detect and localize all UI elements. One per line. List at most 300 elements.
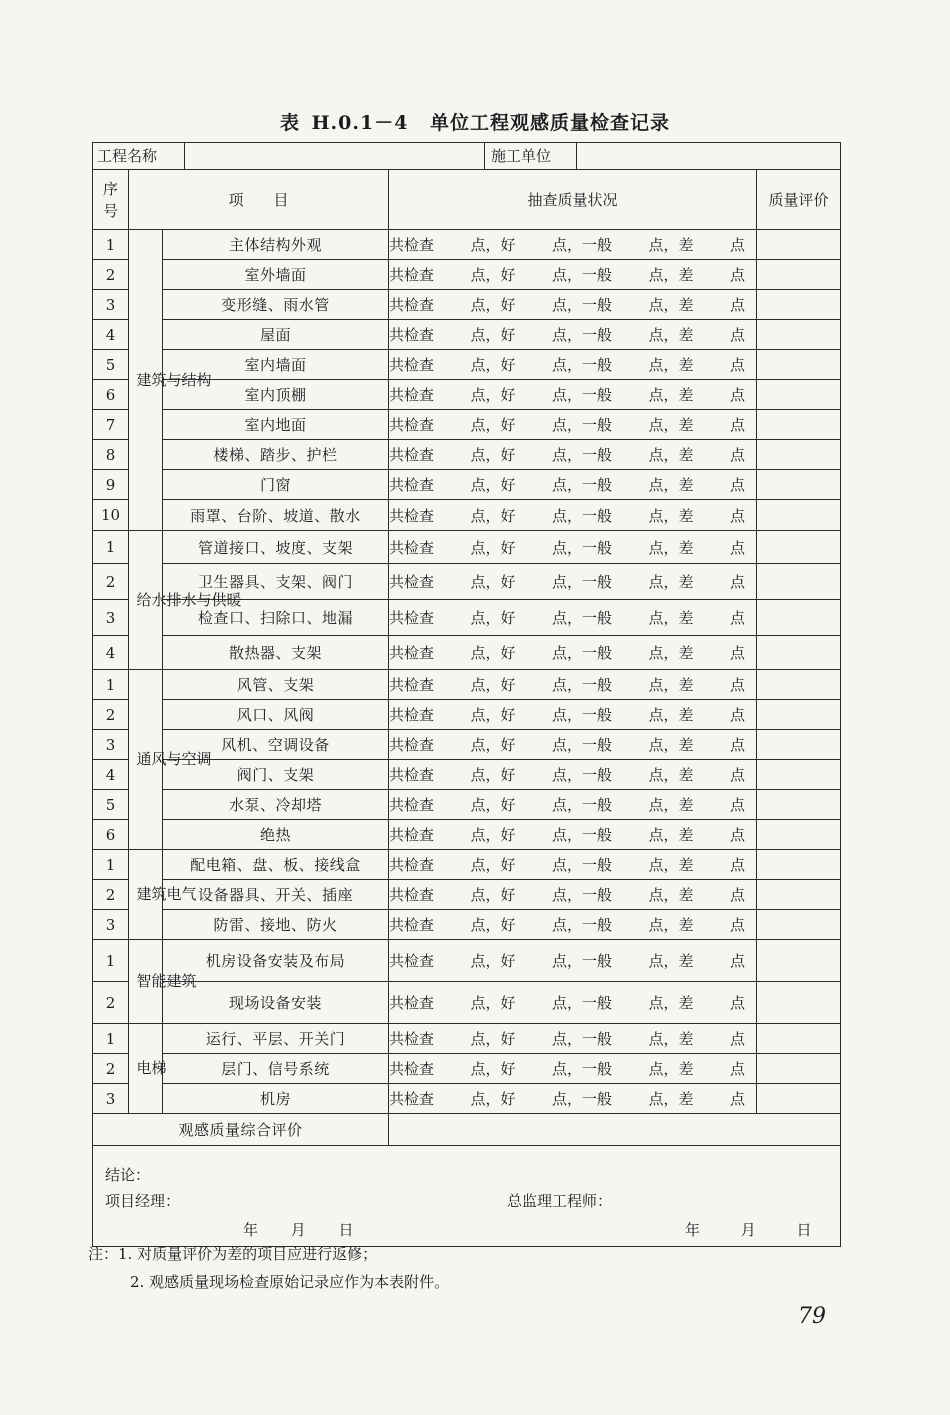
status-part: 点，好 (470, 1060, 516, 1078)
row-status[interactable] (389, 500, 757, 531)
table-row (93, 290, 841, 320)
status-part: 点，好 (470, 296, 516, 314)
status-part: 点，好 (470, 266, 516, 284)
row-status[interactable] (389, 531, 757, 564)
status-part: 点，一般 (551, 994, 612, 1012)
status-part: 点，一般 (551, 416, 612, 434)
row-eval[interactable] (757, 1024, 841, 1054)
table-row (93, 410, 841, 440)
row-seq: 4 (93, 636, 129, 670)
item-header: 项 目 (129, 170, 389, 230)
row-eval[interactable] (757, 880, 841, 910)
table-row (93, 880, 841, 910)
table-row (93, 850, 841, 880)
row-eval[interactable] (757, 564, 841, 600)
inspection-sheet (92, 142, 840, 1239)
status-part: 点，一般 (551, 766, 612, 784)
status-part: 点 (729, 506, 745, 525)
status-part: 共检查 (389, 446, 435, 464)
row-item: 检查口、扫除口、地漏 (163, 600, 389, 636)
conclusion-label: 结论： (105, 1166, 151, 1184)
row-seq: 2 (93, 564, 129, 600)
status-part: 点 (729, 826, 745, 844)
status-part: 点，一般 (551, 916, 612, 934)
row-status[interactable] (389, 350, 757, 380)
project-manager-label: 项目经理： (105, 1192, 181, 1210)
status-part: 点 (729, 1060, 745, 1078)
row-eval[interactable] (757, 230, 841, 260)
status-part: 点，好 (470, 826, 516, 844)
row-status[interactable] (389, 1084, 757, 1114)
status-part: 点，好 (470, 952, 516, 970)
status-part: 点，差 (648, 326, 694, 344)
row-seq: 6 (93, 820, 129, 850)
status-part: 点，好 (470, 236, 516, 254)
row-eval[interactable] (757, 700, 841, 730)
row-status[interactable] (389, 600, 757, 636)
status-part: 共检查 (389, 706, 435, 724)
status-part: 点，一般 (551, 676, 612, 694)
row-seq: 9 (93, 470, 129, 500)
row-item: 管道接口、坡度、支架 (163, 531, 389, 564)
status-part: 点，一般 (551, 573, 612, 591)
construction-unit-field[interactable] (577, 143, 840, 169)
status-part: 点，好 (470, 676, 516, 694)
project-info-row (93, 143, 841, 170)
status-part: 点，好 (470, 856, 516, 874)
status-part: 共检查 (389, 1060, 435, 1078)
row-eval[interactable] (757, 1054, 841, 1084)
row-status[interactable] (389, 410, 757, 440)
status-part: 点 (729, 386, 745, 404)
row-eval[interactable] (757, 260, 841, 290)
status-part: 点，差 (648, 706, 694, 724)
row-seq: 1 (93, 940, 129, 982)
status-part: 共检查 (389, 573, 435, 591)
status-part: 点 (729, 916, 745, 934)
status-part: 点，差 (648, 416, 694, 434)
status-part: 点，差 (648, 766, 694, 784)
group-label (129, 230, 212, 531)
status-part: 点，一般 (551, 952, 612, 970)
status-part: 点 (729, 296, 745, 314)
status-part: 点，一般 (551, 386, 612, 404)
status-part: 点，差 (648, 506, 694, 525)
status-part: 点，差 (648, 856, 694, 874)
row-status[interactable] (389, 670, 757, 700)
table-row (93, 982, 841, 1024)
row-item: 屋面 (163, 320, 389, 350)
row-seq: 7 (93, 410, 129, 440)
row-item: 散热器、支架 (163, 636, 389, 670)
row-eval[interactable] (757, 850, 841, 880)
row-seq: 1 (93, 230, 129, 260)
status-part: 点，一般 (551, 476, 612, 494)
row-eval[interactable] (757, 730, 841, 760)
row-eval[interactable] (757, 380, 841, 410)
table-row (93, 940, 841, 982)
row-status[interactable] (389, 760, 757, 790)
group-label (129, 940, 197, 1024)
row-item: 变形缝、雨水管 (163, 290, 389, 320)
row-status[interactable] (389, 470, 757, 500)
status-part: 点，一般 (551, 1030, 612, 1048)
status-part: 共检查 (389, 736, 435, 754)
status-part: 点 (729, 476, 745, 494)
status-part: 点，好 (470, 476, 516, 494)
table-row (93, 670, 841, 700)
row-eval[interactable] (757, 600, 841, 636)
status-part: 点 (729, 573, 745, 591)
status-part: 共检查 (389, 506, 435, 525)
row-item: 室外墙面 (163, 260, 389, 290)
status-part: 点，好 (470, 916, 516, 934)
title-text: 单位工程观感质量检查记录 (430, 112, 671, 134)
status-part: 共检查 (389, 266, 435, 284)
row-eval[interactable] (757, 350, 841, 380)
row-eval[interactable] (757, 636, 841, 670)
row-eval[interactable] (757, 290, 841, 320)
row-status[interactable] (389, 290, 757, 320)
row-seq: 1 (93, 850, 129, 880)
group-label (129, 1024, 167, 1114)
row-item: 风管、支架 (163, 670, 389, 700)
status-part: 点，差 (648, 476, 694, 494)
status-part: 点，一般 (551, 296, 612, 314)
status-part: 点，一般 (551, 1090, 612, 1108)
table-row (93, 531, 841, 564)
row-seq: 3 (93, 910, 129, 940)
table-row (93, 820, 841, 850)
status-part: 共检查 (389, 856, 435, 874)
status-part: 点，一般 (551, 706, 612, 724)
table-row (93, 910, 841, 940)
title-number: H.0.1－4 (311, 112, 409, 134)
page-title (0, 108, 950, 135)
group-label-text: 建筑与结构 (136, 370, 212, 389)
status-part: 点 (729, 1030, 745, 1048)
row-item: 配电箱、盘、板、接线盒 (163, 850, 389, 880)
notes (88, 1240, 449, 1296)
row-seq: 2 (93, 982, 129, 1024)
row-item: 防雷、接地、防火 (163, 910, 389, 940)
note-1: 注：1. 对质量评价为差的项目应进行返修； (88, 1245, 378, 1263)
footer-cell (93, 1146, 841, 1247)
status-part: 点 (729, 446, 745, 464)
footer-row (93, 1146, 841, 1247)
row-status[interactable] (389, 700, 757, 730)
row-seq: 3 (93, 1084, 129, 1114)
status-part: 共检查 (389, 644, 435, 662)
row-eval[interactable] (757, 790, 841, 820)
status-part: 共检查 (389, 796, 435, 814)
row-eval[interactable] (757, 670, 841, 700)
row-seq: 1 (93, 531, 129, 564)
status-part: 点，差 (648, 676, 694, 694)
row-seq: 3 (93, 600, 129, 636)
row-item: 现场设备安装 (163, 982, 389, 1024)
row-eval[interactable] (757, 910, 841, 940)
table-row (93, 230, 841, 260)
seq-header: 序号 (93, 170, 129, 230)
status-part: 点，好 (470, 416, 516, 434)
title-prefix: 表 (279, 112, 300, 134)
page-number: 79 (798, 1304, 826, 1329)
status-part: 点 (729, 886, 745, 904)
row-status[interactable] (389, 940, 757, 982)
row-seq: 2 (93, 260, 129, 290)
status-part: 点，一般 (551, 506, 612, 525)
row-eval[interactable] (757, 440, 841, 470)
row-status[interactable] (389, 320, 757, 350)
status-part: 共检查 (389, 766, 435, 784)
status-part: 点，差 (648, 736, 694, 754)
status-part: 点，一般 (551, 266, 612, 284)
status-part: 点 (729, 766, 745, 784)
status-part: 点，好 (470, 644, 516, 662)
row-eval[interactable] (757, 940, 841, 982)
status-part: 点，一般 (551, 736, 612, 754)
group-label-text: 通风与空调 (136, 750, 212, 768)
status-part: 点，好 (470, 994, 516, 1012)
status-part: 点 (729, 236, 745, 254)
status-part: 点 (729, 796, 745, 814)
status-part: 点，差 (648, 826, 694, 844)
row-status[interactable] (389, 790, 757, 820)
status-part: 点，差 (648, 1030, 694, 1048)
row-seq: 6 (93, 380, 129, 410)
row-item: 机房设备安装及布局 (163, 940, 389, 982)
row-seq: 4 (93, 760, 129, 790)
table-row (93, 1054, 841, 1084)
row-status[interactable] (389, 564, 757, 600)
project-name-field[interactable] (185, 143, 485, 169)
inspection-table (92, 142, 841, 1247)
row-status[interactable] (389, 380, 757, 410)
row-item: 雨罩、台阶、坡道、散水 (163, 500, 389, 531)
group-label-text: 给水排水与供暖 (136, 590, 242, 609)
status-part: 点，好 (470, 506, 516, 525)
row-eval[interactable] (757, 531, 841, 564)
row-item: 阀门、支架 (163, 760, 389, 790)
row-eval[interactable] (757, 820, 841, 850)
header-row (93, 170, 841, 230)
row-item: 室内顶棚 (163, 380, 389, 410)
row-item: 机房 (163, 1084, 389, 1114)
row-seq: 2 (93, 700, 129, 730)
row-status[interactable] (389, 440, 757, 470)
status-part: 点，一般 (551, 609, 612, 627)
row-eval[interactable] (757, 410, 841, 440)
status-part: 点，好 (470, 766, 516, 784)
table-row (93, 470, 841, 500)
status-header: 抽查质量状况 (389, 170, 757, 230)
status-part: 点，差 (648, 446, 694, 464)
table-row (93, 500, 841, 531)
status-part: 点，好 (470, 356, 516, 374)
status-part: 共检查 (389, 416, 435, 434)
row-status[interactable] (389, 1054, 757, 1084)
status-part: 点，一般 (551, 1060, 612, 1078)
status-part: 点，一般 (551, 446, 612, 464)
row-item: 室内地面 (163, 410, 389, 440)
table-row (93, 700, 841, 730)
row-status[interactable] (389, 910, 757, 940)
group-label (129, 850, 197, 940)
status-part: 点，好 (470, 1090, 516, 1108)
status-part: 点，一般 (551, 326, 612, 344)
note-2: 2. 观感质量现场检查原始记录应作为本表附件。 (130, 1273, 450, 1291)
row-eval[interactable] (757, 320, 841, 350)
table-row (93, 790, 841, 820)
status-part: 点 (729, 676, 745, 694)
status-part: 点，好 (470, 446, 516, 464)
status-part: 点 (729, 416, 745, 434)
row-status[interactable] (389, 730, 757, 760)
row-seq: 5 (93, 350, 129, 380)
status-part: 点，差 (648, 916, 694, 934)
status-part: 共检查 (389, 236, 435, 254)
row-seq: 4 (93, 320, 129, 350)
overall-row (93, 1114, 841, 1146)
status-part: 共检查 (389, 476, 435, 494)
row-eval[interactable] (757, 470, 841, 500)
status-part: 点 (729, 706, 745, 724)
status-part: 点，差 (648, 1060, 694, 1078)
status-part: 共检查 (389, 538, 435, 557)
row-status[interactable] (389, 820, 757, 850)
status-part: 点 (729, 952, 745, 970)
status-part: 点，一般 (551, 826, 612, 844)
row-item: 主体结构外观 (163, 230, 389, 260)
row-item: 设备器具、开关、插座 (163, 880, 389, 910)
status-part: 共检查 (389, 676, 435, 694)
row-seq: 2 (93, 880, 129, 910)
status-part: 点，好 (470, 573, 516, 591)
row-status[interactable] (389, 850, 757, 880)
status-part: 共检查 (389, 609, 435, 627)
status-part: 点，差 (648, 886, 694, 904)
table-row (93, 1024, 841, 1054)
status-part: 点，差 (648, 236, 694, 254)
row-seq: 3 (93, 730, 129, 760)
table-row (93, 636, 841, 670)
status-part: 点，差 (648, 609, 694, 627)
row-seq: 3 (93, 290, 129, 320)
row-seq: 10 (93, 500, 129, 531)
row-eval[interactable] (757, 760, 841, 790)
status-part: 点 (729, 538, 745, 557)
status-part: 点 (729, 856, 745, 874)
status-part: 共检查 (389, 916, 435, 934)
overall-label: 观感质量综合评价 (93, 1114, 389, 1146)
status-part: 点，差 (648, 796, 694, 814)
row-seq: 8 (93, 440, 129, 470)
row-item: 楼梯、踏步、护栏 (163, 440, 389, 470)
status-part: 点，好 (470, 326, 516, 344)
row-status[interactable] (389, 982, 757, 1024)
status-part: 共检查 (389, 826, 435, 844)
status-part: 共检查 (389, 386, 435, 404)
status-part: 点，一般 (551, 856, 612, 874)
row-status[interactable] (389, 260, 757, 290)
chief-supervisor-label: 总监理工程师： (507, 1192, 613, 1210)
row-eval[interactable] (757, 500, 841, 531)
status-part: 共检查 (389, 326, 435, 344)
status-part: 点 (729, 644, 745, 662)
status-part: 点，一般 (551, 236, 612, 254)
status-part: 点，好 (470, 538, 516, 557)
row-status[interactable] (389, 1024, 757, 1054)
row-seq: 1 (93, 670, 129, 700)
row-eval[interactable] (757, 1084, 841, 1114)
status-part: 点，一般 (551, 644, 612, 662)
status-part: 点，差 (648, 994, 694, 1012)
row-item: 风口、风阀 (163, 700, 389, 730)
status-part: 点，一般 (551, 796, 612, 814)
status-part: 点，差 (648, 573, 694, 591)
status-part: 点，差 (648, 644, 694, 662)
row-item: 绝热 (163, 820, 389, 850)
status-part: 点，一般 (551, 538, 612, 557)
row-item: 室内墙面 (163, 350, 389, 380)
group-label-text: 建筑电气 (136, 885, 197, 903)
row-status[interactable] (389, 230, 757, 260)
status-part: 点，好 (470, 609, 516, 627)
status-part: 共检查 (389, 1090, 435, 1108)
row-status[interactable] (389, 636, 757, 670)
status-part: 点，差 (648, 296, 694, 314)
status-part: 点，好 (470, 386, 516, 404)
status-part: 点，好 (470, 736, 516, 754)
table-row (93, 1084, 841, 1114)
row-item: 卫生器具、支架、阀门 (163, 564, 389, 600)
status-part: 点，差 (648, 538, 694, 557)
row-status[interactable] (389, 880, 757, 910)
status-part: 共检查 (389, 994, 435, 1012)
row-eval[interactable] (757, 982, 841, 1024)
status-part: 共检查 (389, 886, 435, 904)
status-part: 点 (729, 1090, 745, 1108)
row-seq: 1 (93, 1024, 129, 1054)
status-part: 共检查 (389, 1030, 435, 1048)
status-part: 点，一般 (551, 886, 612, 904)
project-name-label: 工程名称 (93, 143, 185, 169)
status-part: 点，差 (648, 952, 694, 970)
table-row (93, 260, 841, 290)
status-part: 点 (729, 326, 745, 344)
status-part: 点，一般 (551, 356, 612, 374)
status-part: 点，好 (470, 1030, 516, 1048)
status-part: 点 (729, 266, 745, 284)
overall-value[interactable] (389, 1114, 841, 1146)
row-seq: 2 (93, 1054, 129, 1084)
status-part: 点 (729, 609, 745, 627)
row-item: 水泵、冷却塔 (163, 790, 389, 820)
row-item: 门窗 (163, 470, 389, 500)
group-label-text: 智能建筑 (136, 972, 197, 990)
status-part: 点，差 (648, 386, 694, 404)
status-part: 点，好 (470, 706, 516, 724)
construction-unit-label: 施工单位 (485, 143, 577, 169)
status-part: 点 (729, 994, 745, 1012)
row-seq: 5 (93, 790, 129, 820)
status-part: 点 (729, 356, 745, 374)
status-part: 点，差 (648, 266, 694, 284)
group-label (129, 531, 242, 670)
pm-date: 年 月 日 (243, 1221, 354, 1239)
status-part: 点 (729, 736, 745, 754)
